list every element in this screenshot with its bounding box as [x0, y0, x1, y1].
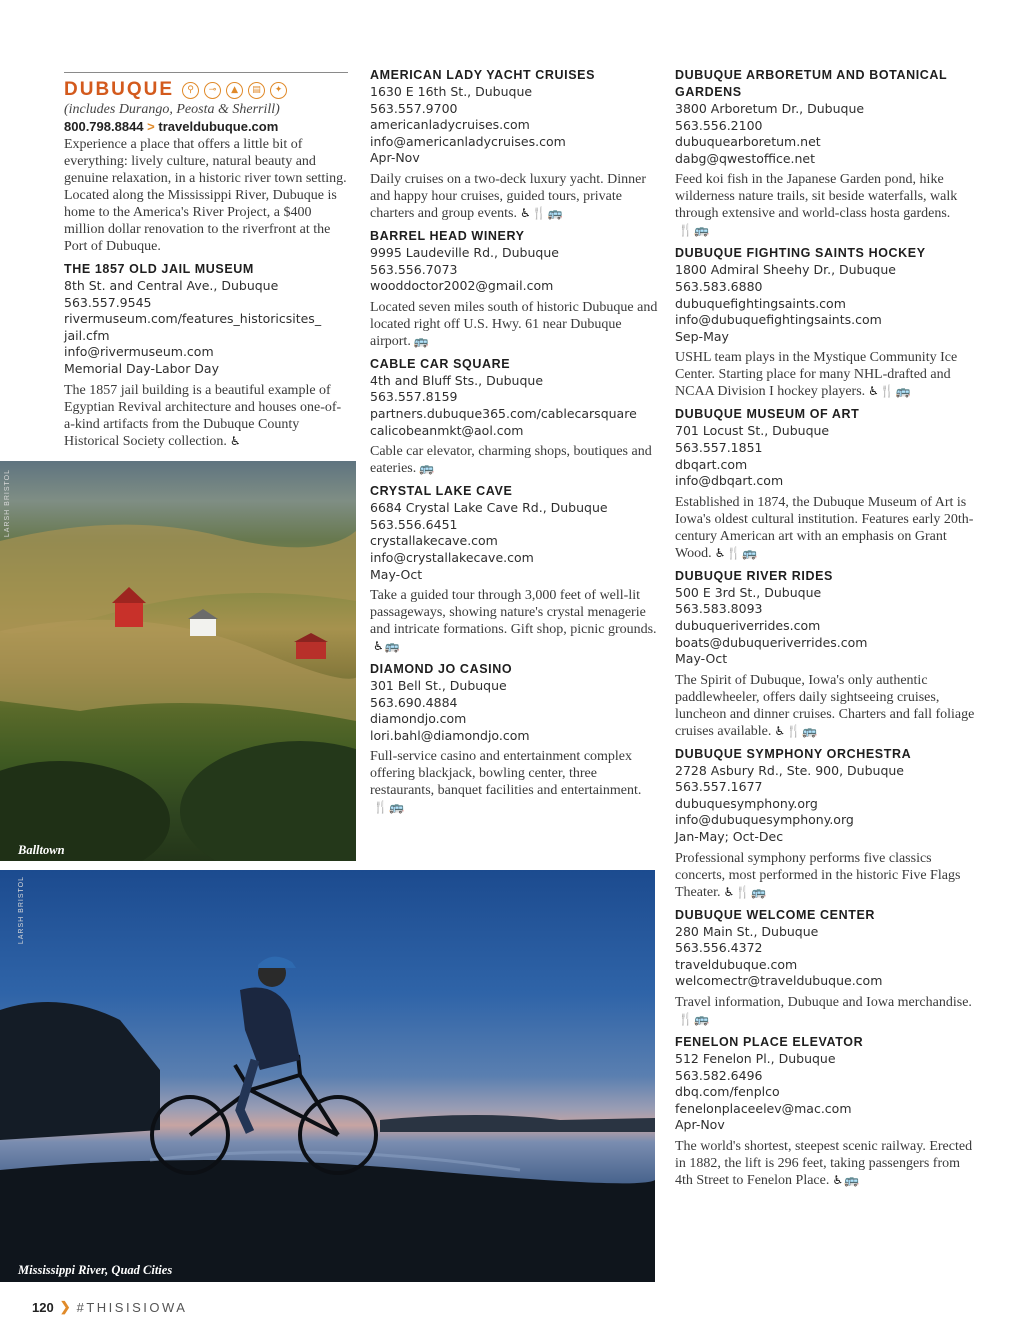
attraction-detail-line: Apr-Nov	[370, 150, 420, 166]
amenity-icons: ♿🍴🚌	[519, 205, 564, 220]
region-subtitle: (includes Durango, Peosta & Sherrill)	[64, 102, 280, 117]
attraction-listing	[675, 67, 975, 239]
attraction-detail-line: 8th St. and Central Ave., Dubuque	[64, 278, 279, 293]
attraction-detail-line: 563.557.1851	[675, 439, 763, 455]
photo-caption: Mississippi River, Quad Cities	[18, 1263, 173, 1277]
attraction-description-text: Cable car elevator, charming shops, boutiques and eateries.	[370, 444, 652, 477]
attraction-name: CABLE CAR SQUARE	[370, 356, 511, 371]
page-number: 120	[32, 1299, 54, 1315]
attraction-detail-line: calicobeanmkt@aol.com	[370, 422, 524, 438]
attraction-description-text: Full-service casino and entertainment complex offering blackjack, bowling center, three restaurants, banquet facilities and entertainment.	[370, 749, 642, 799]
attraction-listing	[64, 261, 348, 450]
attraction-name: DUBUQUE MUSEUM OF ART	[675, 407, 860, 422]
attraction-name: DIAMOND JO CASINO	[370, 662, 513, 677]
attraction-detail-line: 563.557.1677	[675, 779, 763, 795]
region-description: Experience a place that offers a little bit of everything: lively culture, natural beauty and genuine relaxation, in a historic river town setting. Located along the Mississippi River, Dubuque is home to the America's River Project, a $400 million dollar renovation to the riverfront at the Port of Dubuque.	[64, 137, 347, 254]
attraction-detail-line: wooddoctor2002@gmail.com	[370, 278, 554, 294]
arrow-icon: >	[147, 119, 155, 134]
attraction-detail-line: boats@dubuqueriverrides.com	[675, 634, 868, 650]
attraction-description	[675, 1138, 975, 1189]
attraction-listing	[675, 907, 975, 1028]
chevron-right-icon: ❯	[59, 1299, 71, 1314]
attraction-detail-line: 2728 Asbury Rd., Ste. 900, Dubuque	[675, 762, 904, 778]
attraction-listing	[675, 1034, 975, 1189]
attraction-description-text: Daily cruises on a two-deck luxury yacht. Dinner and happy hour cruises, guided tours, private charters and group events.	[370, 171, 647, 221]
attraction-description-text: Take a guided tour through 3,000 feet of well-lit passageways, showing nature's crystal menagerie and intricate formations. Gift shop, picnic grounds.	[370, 588, 657, 638]
attraction-detail-line: dbq.com/fenplco	[675, 1084, 780, 1100]
attraction-listing	[370, 356, 662, 477]
attraction-detail-line: info@dubuquefightingsaints.com	[675, 312, 882, 328]
camping-icon: ▲	[226, 82, 243, 99]
attraction-detail-line: Sep-May	[675, 328, 729, 344]
attraction-detail-line: May-Oct	[675, 651, 728, 667]
column-middle	[370, 61, 662, 816]
attraction-detail-line: dubuquearboretum.net	[675, 134, 821, 150]
attractions-icon: ✦	[270, 82, 287, 99]
attraction-listing	[675, 568, 975, 740]
attraction-detail-line: info@dubuquesymphony.org	[675, 812, 854, 828]
photo-balltown	[0, 461, 356, 861]
attraction-description	[675, 672, 975, 740]
photo-mississippi-river	[0, 870, 655, 1282]
attraction-detail-line: 563.582.6496	[675, 1067, 763, 1083]
attraction-detail-line: 3800 Arboretum Dr., Dubuque	[675, 101, 865, 116]
attraction-detail-line: partners.dubuque365.com/cablecarsquare	[370, 405, 637, 421]
attraction-description	[675, 171, 975, 239]
attraction-detail-line: 4th and Bluff Sts., Dubuque	[370, 372, 544, 388]
attraction-listing	[370, 483, 662, 655]
attraction-name: CRYSTAL LAKE CAVE	[370, 484, 513, 499]
attraction-description	[675, 994, 975, 1028]
attraction-description	[64, 382, 348, 450]
attraction-detail-line: 563.583.8093	[675, 601, 763, 617]
amenity-icons: ♿🚌	[373, 639, 401, 654]
amenity-icons: 🚌	[419, 461, 436, 476]
attraction-name: THE 1857 OLD JAIL MUSEUM	[64, 262, 254, 276]
attraction-detail-line: 1800 Admiral Sheehy Dr., Dubuque	[675, 262, 896, 278]
attraction-listing	[675, 245, 975, 400]
attraction-detail-line: 563.583.6880	[675, 278, 763, 294]
attraction-detail-line: 563.557.9545	[64, 294, 152, 310]
region-name: DUBUQUE	[64, 79, 175, 100]
region-contact	[64, 118, 348, 136]
attraction-description	[675, 494, 975, 562]
amenity-icons: 🚌	[413, 333, 430, 348]
attraction-detail-line: 701 Locust St., Dubuque	[675, 423, 830, 439]
attraction-name: DUBUQUE ARBORETUM AND BOTANICAL GARDENS	[675, 68, 948, 99]
attraction-detail-line: 9995 Laudeville Rd., Dubuque	[370, 244, 559, 260]
attraction-detail-line: 563.690.4884	[370, 694, 458, 710]
attraction-detail-line: dubuquesymphony.org	[675, 795, 818, 811]
attraction-detail-line: rivermuseum.com/features_historicsites_	[64, 311, 322, 327]
attraction-name: DUBUQUE WELCOME CENTER	[675, 907, 876, 922]
attraction-detail-line: jail.cfm	[64, 327, 110, 343]
photo-credit: LARSH BRISTOL	[4, 469, 11, 538]
attraction-detail-line: 563.556.7073	[370, 261, 458, 277]
attraction-listing	[370, 228, 662, 350]
attraction-description	[675, 850, 975, 901]
region-phone: 800.798.8844	[64, 119, 144, 134]
attraction-description	[370, 443, 662, 477]
amenity-icons: ♿🍴🚌	[774, 723, 819, 738]
amenity-icons: ♿	[229, 433, 242, 448]
attraction-description-text: Located seven miles south of historic Dubuque and located right off U.S. Hwy. 61 near Dubuque airport.	[370, 299, 658, 349]
attraction-detail-line: info@rivermuseum.com	[64, 344, 214, 360]
attraction-detail-line: info@americanladycruises.com	[370, 133, 566, 149]
region-icons	[182, 82, 287, 99]
amenity-icons: ♿🍴🚌	[714, 545, 759, 560]
attraction-description-text: The world's shortest, steepest scenic railway. Erected in 1882, the lift is 296 feet, taking passengers from 4th Street to Fenelon Place.	[675, 1139, 973, 1188]
attraction-detail-line: 563.557.9700	[370, 100, 458, 116]
attraction-detail-line: dubuqueriverrides.com	[675, 617, 821, 633]
attraction-description-text: USHL team plays in the Mystique Community Ice Center. Starting place for many NHL-drafted and NCAA Division I hockey players.	[675, 350, 958, 400]
amenity-icons: ♿🍴🚌	[723, 884, 768, 899]
attraction-detail-line: dubuquefightingsaints.com	[675, 295, 846, 311]
attraction-detail-line: 512 Fenelon Pl., Dubuque	[675, 1051, 836, 1067]
attraction-detail-line: lori.bahl@diamondjo.com	[370, 727, 530, 743]
attraction-name: DUBUQUE FIGHTING SAINTS HOCKEY	[675, 246, 926, 261]
attraction-name: FENELON PLACE ELEVATOR	[675, 1035, 864, 1050]
lodging-icon: ▤	[248, 82, 265, 99]
page-footer	[32, 1299, 187, 1315]
attraction-detail-line: dbqart.com	[675, 456, 748, 472]
attraction-detail-line: 6684 Crystal Lake Cave Rd., Dubuque	[370, 500, 608, 516]
attraction-detail-line: 301 Bell St., Dubuque	[370, 678, 507, 694]
attraction-description	[370, 299, 662, 350]
attraction-detail-line: 563.556.2100	[675, 117, 763, 133]
attraction-description	[370, 587, 662, 655]
attraction-description	[370, 748, 662, 816]
column-left	[64, 72, 348, 450]
attraction-detail-line: americanladycruises.com	[370, 117, 530, 133]
attraction-description	[675, 349, 975, 400]
attraction-detail-line: May-Oct	[370, 566, 423, 582]
attraction-description-text: Feed koi fish in the Japanese Garden pond, hike wilderness nature trails, sit beside waterfalls, walk through extensive and world-class hosta gardens.	[675, 172, 958, 222]
attraction-name: AMERICAN LADY YACHT CRUISES	[370, 68, 596, 82]
bike-icon: ⚲	[182, 82, 199, 99]
attraction-detail-line: 1630 E 16th St., Dubuque	[370, 84, 533, 99]
amenity-icons: 🍴🚌	[373, 800, 405, 815]
attraction-detail-line: welcomectr@traveldubuque.com	[675, 973, 883, 989]
attraction-description-text: The 1857 jail building is a beautiful example of Egyptian Revival architecture and houses one-of-a-kind artifacts from the Dubuque County Historical Society collection.	[64, 382, 342, 449]
photo-caption: Balltown	[18, 843, 65, 857]
amenity-icons: 🍴🚌	[678, 223, 710, 238]
hashtag: #THISISIOWA	[76, 1299, 188, 1315]
attraction-description	[370, 171, 662, 222]
attraction-name: BARREL HEAD WINERY	[370, 228, 525, 243]
attraction-listing	[675, 406, 975, 561]
attraction-detail-line: crystallakecave.com	[370, 533, 498, 549]
attraction-description-text: Travel information, Dubuque and Iowa merchandise.	[675, 995, 972, 1011]
region-header	[64, 79, 348, 101]
attraction-detail-line: Jan-May; Oct-Dec	[675, 829, 784, 845]
attraction-listing	[675, 746, 975, 901]
photo-credit: LARSH BRISTOL	[18, 876, 25, 945]
attraction-detail-line: traveldubuque.com	[675, 956, 798, 972]
attraction-detail-line: info@crystallakecave.com	[370, 549, 534, 565]
attraction-detail-line: Memorial Day-Labor Day	[64, 360, 219, 376]
attraction-detail-line: 563.556.4372	[675, 940, 763, 956]
attraction-detail-line: dabg@qwestoffice.net	[675, 150, 816, 166]
attraction-detail-line: info@dbqart.com	[675, 473, 784, 489]
divider	[64, 72, 348, 73]
attraction-listing	[370, 661, 662, 816]
attraction-detail-line: 280 Main St., Dubuque	[675, 923, 819, 939]
attraction-name: DUBUQUE SYMPHONY ORCHESTRA	[675, 746, 912, 761]
attraction-detail-line: fenelonplaceelev@mac.com	[675, 1100, 852, 1116]
amenity-icons: ♿🍴🚌	[868, 384, 912, 399]
attraction-detail-line: 563.557.8159	[370, 389, 458, 405]
attraction-description-text: Professional symphony performs five classics concerts, most performed in the historic Five Flags Theater.	[675, 850, 961, 900]
attraction-detail-line: diamondjo.com	[370, 711, 467, 727]
attraction-name: DUBUQUE RIVER RIDES	[675, 568, 833, 583]
amenity-icons: 🍴🚌	[678, 1012, 710, 1027]
amenity-icons: ♿🚌	[832, 1173, 861, 1187]
hiking-icon: ⊸	[204, 82, 221, 99]
attraction-description-text: Established in 1874, the Dubuque Museum of Art is Iowa's oldest cultural institution. Features early 20th-century American art with an emphasis on Grant Wood.	[675, 494, 974, 561]
attraction-listing	[370, 67, 662, 222]
column-right	[675, 61, 975, 1189]
attraction-detail-line: Apr-Nov	[675, 1117, 725, 1133]
attraction-detail-line: 500 E 3rd St., Dubuque	[675, 584, 822, 600]
attraction-description-text: The Spirit of Dubuque, Iowa's only authentic paddlewheeler, offers daily sightseeing cruises, luncheon and dinner cruises. Charters and fall foliage cruises available.	[675, 672, 975, 739]
attraction-detail-line: 563.556.6451	[370, 516, 458, 532]
region-website[interactable]: traveldubuque.com	[158, 119, 279, 134]
